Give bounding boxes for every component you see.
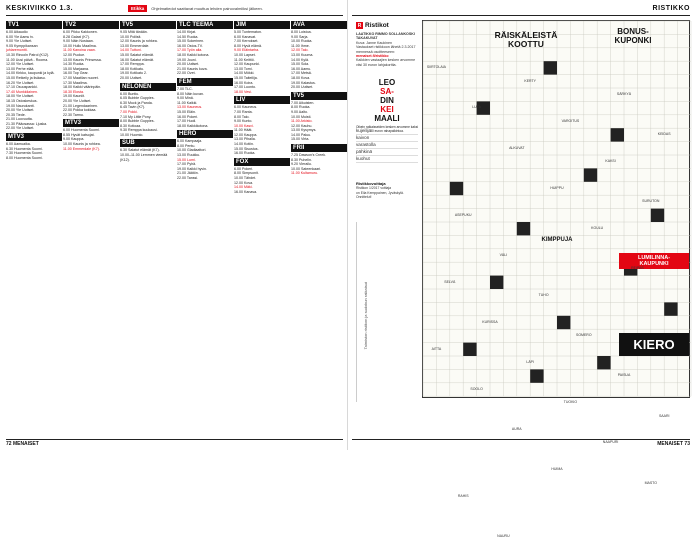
crossword-clue: SÄRKYÄ xyxy=(616,92,632,96)
program-entry: 10.00 Sateenkaari. xyxy=(291,166,322,171)
channel-heading: TLC TEEMA xyxy=(177,21,233,29)
black-cell xyxy=(611,128,624,141)
program-entry: 13.00 Ruukku. xyxy=(177,153,201,158)
program-entry: 11.00 Kaikki. xyxy=(177,100,198,105)
program-entry: 16.20 Yle Uutiset. xyxy=(6,80,35,85)
footer-rule-left xyxy=(6,439,343,440)
side-word: pähkinä xyxy=(356,149,418,156)
listing-column xyxy=(177,19,233,439)
program-entry: 19.00 Jouni. xyxy=(177,57,197,62)
crossword-clue: RAHIS xyxy=(457,494,469,498)
puzzle-title-line-2: KOOTTU xyxy=(508,39,544,49)
program-entry: 19.00 Kaikki hyvin. xyxy=(177,166,207,171)
disclaimer-text: Ohjelmatiedot saattavat muuttua lehden painovalmiiksi jälkeen. xyxy=(151,5,263,11)
program-entry: 8.00 Huomenta Suomi. xyxy=(6,155,43,160)
program-entry: 6.00 Kampaaja. xyxy=(177,139,203,144)
promo-photo-credit: Kuva: Janne Kaukinen xyxy=(356,40,392,45)
program-entry: 22.00 Yle Uutiset. xyxy=(6,126,35,131)
crossword-clue: AITTA xyxy=(431,346,442,351)
header-rule-right xyxy=(352,15,690,16)
crossword-clue: TUHO xyxy=(538,293,549,297)
program-entry: 16.00 Aamu. xyxy=(291,66,312,71)
program-entry: 21.00 Kaunis kuva. xyxy=(177,66,208,71)
program-entry: 9.00 Näin Nostaan. xyxy=(63,39,94,44)
black-cell xyxy=(664,302,677,315)
program-entry: 21.00 Luovuutta. xyxy=(6,117,33,122)
program-entry: 17.00 Luonto. xyxy=(234,85,256,90)
program-entry: 10.00 Kasvi. xyxy=(234,123,254,128)
program-entry: 15.00 Sokerinen. xyxy=(177,39,205,44)
program-entry: 8.00 Pentu. xyxy=(177,143,196,148)
crossword-clue: VAROITUS xyxy=(561,118,580,123)
bonus-line-2: KUPONKI xyxy=(614,36,652,45)
crossword-clue: NAAPURI xyxy=(602,440,619,445)
program-entry: 8.55 Hyvät katsojat. xyxy=(63,132,95,137)
program-entry: 15.00 Taiteilija. xyxy=(234,75,258,80)
program-entry: 6.00 Huomenta Suomi. xyxy=(63,128,100,133)
program-entry: 20.35 Tiede. xyxy=(6,112,26,117)
program-entry: 14.00 Paluu. xyxy=(291,132,312,137)
listing-column xyxy=(291,19,347,439)
promo-images: TAKAKUVAT xyxy=(356,36,378,41)
black-cell xyxy=(651,209,664,222)
program-entry: 13.00 Kysymys. xyxy=(291,128,317,133)
program-entry: 8.28 Galaxi (K7). xyxy=(63,34,90,39)
channel-heading: JIM xyxy=(234,21,290,29)
program-entry: 8.00 Ruoka. xyxy=(291,105,311,110)
crossword-clue: MASTO xyxy=(644,480,657,485)
program-entry: 10.00 Huomio. xyxy=(120,132,144,137)
program-entry: 9.00 Kauppa. xyxy=(63,137,85,142)
program-entry: 12.00 Puolue. xyxy=(63,52,86,57)
program-entry: 16.00 Ostos-TV. xyxy=(177,43,203,48)
program-entry: 9.30 Remppa kuukausi. xyxy=(120,128,158,133)
program-entry: 17.10 Osuuspankki. xyxy=(6,85,38,90)
channel-heading: LIV xyxy=(234,96,290,104)
crossword-clue: HUIMA xyxy=(551,467,563,472)
crossword-clue: KERTY xyxy=(524,78,536,83)
crossword-clue: ASEPUKU xyxy=(454,212,472,217)
channel-heading: TV2 xyxy=(63,21,119,29)
program-entry: 6.30 Muck ja Panda. xyxy=(120,100,153,105)
program-entry: 15.00 Sola. xyxy=(291,62,310,67)
black-cell xyxy=(530,369,543,382)
program-entry: 15.00 Marjaana. xyxy=(63,66,89,71)
channel-heading: MTV3 xyxy=(63,119,119,127)
program-entry: 19.00 Kalastus. xyxy=(291,80,316,85)
program-entry: 10.00 Ruoka. xyxy=(291,39,313,44)
program-entry: 7.00 TLC. xyxy=(177,86,193,91)
black-cell xyxy=(544,61,557,74)
program-entry: 18.15 Ostoskeskus. xyxy=(6,98,38,103)
program-entry: 7.25 Dawson's Creek. xyxy=(291,153,327,158)
promo-tail: Kaikkien vastaajien kesken arvomme viisi 30 euron lahjakorttia. xyxy=(356,58,416,67)
program-entry: 14.00 Kirjat. xyxy=(177,30,197,34)
crossword-clue: KURISSA xyxy=(482,319,498,324)
program-entry: 10.00 Lapset. xyxy=(234,52,256,57)
program-entry: 19.00 Kauniit. xyxy=(63,94,85,99)
program-entry: 11.00 Ihme. xyxy=(291,43,310,48)
program-entry: 8.00 Simpsonit. xyxy=(234,171,259,176)
program-entry: 8.00 Bubble Guppies. xyxy=(120,119,155,124)
promo-author: LAATIKKO RIMMO SOLLANKOSKI xyxy=(356,32,415,36)
program-entry: 20.00 Uutiset. xyxy=(120,75,143,80)
ad-word-3: DIN xyxy=(380,96,394,105)
puzzle-title-line-1: RÄISKÄLEISTÄ xyxy=(494,30,558,40)
winner-line: on Eila Kemppainen, Jyväskylä. xyxy=(356,190,404,195)
winner-box xyxy=(356,182,418,200)
program-entry: 13.00 Kauneus. xyxy=(177,105,203,110)
crossword-clue: AURA xyxy=(511,427,522,431)
page-section-header: RISTIKKO xyxy=(652,5,690,12)
program-entry: 21.00 Legendaarinen. xyxy=(63,103,98,108)
ristikot-logo-name: Ristikot xyxy=(365,22,389,29)
crossword-clue: SOOLO xyxy=(470,386,483,391)
program-entry: 7.30 Huomenta Suomi. xyxy=(6,151,43,156)
bottom-clue-word: KIERO xyxy=(619,333,689,356)
black-cell xyxy=(450,182,463,195)
program-entry: 6.45 Tavin (K7). xyxy=(120,105,146,110)
program-entry: 11.00 Kanoina vaan. xyxy=(63,48,96,53)
black-cell xyxy=(490,276,503,289)
program-entry: 14.00 Mäki. xyxy=(234,185,253,190)
program-entry: 18.00 Vesi. xyxy=(234,89,252,94)
program-entry: 17.00 Työn alla. xyxy=(177,48,203,53)
program-entry: 6.00 Kauneus. xyxy=(234,105,258,110)
side-word: kujeilija xyxy=(356,128,418,135)
program-entry: 22.00 Pokka kokkaa. xyxy=(63,108,97,113)
ad-word-2: SA- xyxy=(380,87,394,96)
program-entry: 14.00 Kotiin. xyxy=(234,142,254,147)
crossword-clue: LUTA xyxy=(472,105,481,110)
page-day-header: KESKIVIIKKO 1.3. xyxy=(6,5,74,12)
listing-column xyxy=(63,19,119,439)
program-entry: 18.00 Kotikatu. xyxy=(120,66,144,71)
program-entry: 18.00 Kaikki kotona. xyxy=(177,52,210,57)
program-entry: 16.00 Pokeri. xyxy=(177,114,199,119)
program-entry: 14.30 Ruoka. xyxy=(63,62,85,67)
program-entry: 14.50 Ruoka. xyxy=(177,34,199,39)
crossword-clue: ALKUVAT xyxy=(509,145,525,150)
program-entry: 10.00 Muisti. xyxy=(291,114,312,119)
program-entry: 18.00 Yle Uutiset. xyxy=(6,94,35,99)
program-entry: 20.00 Yle Uutiset. xyxy=(6,108,35,113)
program-entry: 11.00 Keittiö. xyxy=(234,57,255,62)
program-entry: 9.00 Aalto. xyxy=(291,109,308,114)
program-entry: 19.00 Kotikatu 2. xyxy=(120,71,147,76)
ristikot-logo-mark: R xyxy=(357,22,362,29)
program-entry: 8.30 Puhelin. xyxy=(291,157,312,162)
channel-heading: FRII xyxy=(291,144,347,152)
program-entry: 13.00 Torni. xyxy=(234,66,253,71)
winner-title: Ristikkovoittaja xyxy=(356,181,386,186)
program-entry: 10.30 Rincoln Patrol (K12). xyxy=(6,52,50,57)
program-entry: 8.00 Loistoa. xyxy=(291,30,312,34)
program-entry: 8.00 Näin kuvan. xyxy=(177,91,204,96)
program-entry: 22.00 Ovet. xyxy=(177,71,196,76)
puzzle-promo xyxy=(356,32,418,67)
program-entry: 12.00 Kaunis ja rohkea. xyxy=(120,39,158,44)
program-entry: 13.00 Kuuma. xyxy=(291,52,314,57)
program-entry: 9.00 Sarja. xyxy=(291,34,309,39)
side-word: varastolla xyxy=(356,142,418,149)
channel-heading: FOX xyxy=(234,158,290,166)
program-entry: 7.00 Aikuisten. xyxy=(291,100,315,105)
program-entry: 15.00 Sisustus. xyxy=(234,146,259,151)
crossword-clue: SELVÄ xyxy=(444,279,456,284)
page-number-right: MENAISET 73 xyxy=(657,441,690,447)
program-entry: 20.00 Uutiset. xyxy=(291,85,314,90)
program-entry: 18.00 Kova. xyxy=(291,75,311,80)
ristikot-logo xyxy=(356,22,389,29)
program-entry: 17.00 Pyhä. xyxy=(177,162,197,167)
header-rule-left xyxy=(6,15,343,16)
program-entry: 18.00 Kaikkikotona. xyxy=(177,123,209,128)
program-entry: 7.10 My Little Pony. xyxy=(120,114,152,119)
program-entry: 7.00 Kerrokset. xyxy=(234,39,259,44)
black-cell xyxy=(463,343,476,356)
disclaimer-bar xyxy=(128,3,343,13)
bonus-line-1: BONUS- xyxy=(617,27,649,36)
program-entry: 17.40 Munkkilainen. xyxy=(6,89,38,94)
program-entry: 7.00 Pokki. xyxy=(120,109,138,114)
program-entry: 12.00 Kauppa. xyxy=(234,132,258,137)
program-entry: 16.00 Kanava. xyxy=(234,189,258,194)
program-entry: 14.00 Mökki. xyxy=(234,71,255,76)
crossword-clue: SIIRTOLAIA xyxy=(426,65,446,70)
program-entry: 9.05 Kymppikansan xyxy=(6,43,38,48)
channel-heading: HERO xyxy=(177,130,233,138)
puzzle-title xyxy=(471,31,581,49)
listing-column xyxy=(120,19,176,439)
footer-rule-right xyxy=(352,439,690,440)
bonus-coupon xyxy=(581,27,685,57)
program-entry: 18.00 Kaikki väärinpäin. xyxy=(63,85,102,90)
program-entry: 22.00 Tanssi. xyxy=(177,176,199,181)
program-entry: 15.00 Virta. xyxy=(291,137,310,142)
side-badge-line-2: KAUPUNKI xyxy=(639,261,669,267)
side-badge-line-1: LUMILINNA- xyxy=(637,255,671,261)
program-entry: 10.00–11.00 Lemmen viemää (K12). xyxy=(120,153,168,162)
black-cell xyxy=(597,356,610,369)
program-entry: 10.00 Hullu Maailma. xyxy=(63,43,97,48)
program-entry: 6.00 Aikaudio xyxy=(6,30,28,34)
crossword-clue: REIPAS xyxy=(631,266,644,271)
black-cell xyxy=(517,222,530,235)
program-entry: 16.00 Salatut elämät. xyxy=(120,57,154,62)
ad-word-4: KEI xyxy=(380,105,394,114)
program-entry: 6.00 Buntiu. xyxy=(120,91,140,96)
program-entry: 13.00 Emmerdale. xyxy=(120,43,150,48)
program-entry: 13.00 Pihalla. xyxy=(234,137,256,142)
program-entry: 11.00 Uusi päivä - Rooma. xyxy=(6,57,49,62)
program-entry: 11.00 Häät. xyxy=(234,128,253,133)
ad-word-5: MAALI xyxy=(374,114,400,123)
crossword-clue: LÄPI xyxy=(526,360,534,364)
program-entry: 11.00 Emmerdale (K7). xyxy=(63,146,100,151)
program-entry: 9.00 Yle Uutiset. xyxy=(6,39,33,44)
program-entry: 11.00 Kultamuru. xyxy=(291,171,319,176)
program-entry: 11.00 Arkisto. xyxy=(291,119,313,124)
crossword-clue: SOMERO xyxy=(576,333,592,338)
program-entry: 8.00 Talo. xyxy=(234,114,250,119)
crossword-clue: PAISUA xyxy=(617,373,631,378)
channel-heading: MTV3 xyxy=(6,133,62,141)
program-entry: 8.00 Hyvä elämä. xyxy=(234,43,262,48)
program-entry: 6.30 Salatut elämät (K7). xyxy=(120,148,160,153)
program-entry: 6.05 Bubble Guppies. xyxy=(120,96,155,101)
winner-line: Onnittelut! xyxy=(356,195,372,200)
solution-strip-text: Taimiston ristikon ja sudokun ratkaisut xyxy=(363,282,368,350)
program-entry: 12.00 Talo. xyxy=(291,48,309,53)
channel-heading: SUB xyxy=(120,139,176,147)
disclaimer-badge: Etikka xyxy=(128,5,147,12)
program-entry: 17.00 Huoli. xyxy=(177,119,197,124)
program-entry: 9.20 Vierailu. xyxy=(291,162,312,167)
program-entry: 12.00 Kaupunki. xyxy=(234,62,260,67)
program-entry: 15.00 Salatut elämät. xyxy=(120,52,154,57)
program-entry: 14.00 Kylä. xyxy=(291,57,309,62)
program-entry: 16.00 Top Gear. xyxy=(63,71,89,76)
channel-heading: AVA xyxy=(291,21,347,29)
crossword-clue: TUOKIO xyxy=(563,400,578,405)
program-entry: 21.00 Jäätön. xyxy=(177,171,199,176)
program-entry: 17.00 Metsä. xyxy=(291,71,312,76)
channel-heading: TV5 xyxy=(291,92,347,100)
crossword-clue: SURUTON xyxy=(642,199,660,204)
black-cell xyxy=(557,316,570,329)
program-entry: 8.30 Kotioaa. xyxy=(120,123,142,128)
program-entry: 13.00 Perhe elää. xyxy=(6,66,35,71)
channel-heading: TV5 xyxy=(120,21,176,29)
side-word: kuohut xyxy=(356,156,418,163)
program-entry: 16.00 Koira. xyxy=(234,80,254,85)
program-entry: 19.00 Naurukantt. xyxy=(6,103,35,108)
promo-url-link[interactable]: menaiset.fi/ristikko xyxy=(356,54,389,59)
program-entry: 6.30 Huomenta Suomi. xyxy=(6,146,43,151)
ad-sub-text: Oikein ratkaisseiden kesken arvomme kaksi 30 euron rahapalkintoa. xyxy=(356,125,419,133)
program-entry: 12.00 Kauhu. xyxy=(291,123,313,128)
program-entry: 10.00 Kaunis ja rohkea. xyxy=(63,142,101,147)
program-entry: 9.00 Kunto. xyxy=(234,119,253,124)
program-entry: 14.00 Kirkko, kaupunki ja kylä. xyxy=(6,71,55,76)
program-entry: 6.00 Pokeri. xyxy=(234,166,254,171)
channel-heading: TV1 xyxy=(6,21,62,29)
channel-heading: NELONEN xyxy=(120,83,176,91)
page-fold xyxy=(347,0,348,450)
side-word-list xyxy=(356,128,418,163)
crossword-clue: KAKSI xyxy=(605,159,616,163)
crossword-clue: KOULU xyxy=(591,226,604,230)
program-entry: juhlaremontti. xyxy=(6,48,28,53)
crossword-clue: KEIDAS xyxy=(657,132,671,137)
program-entry: 18.30 Elosta. xyxy=(63,89,84,94)
program-entry: 20.00 Yle Uutiset. xyxy=(63,98,92,103)
program-entry: 10.00 Poliisit. xyxy=(120,34,142,39)
mid-clue-word: KIMPPUJA xyxy=(541,237,573,243)
winner-line: Ristikon 1/2017 voittaja xyxy=(356,186,392,191)
program-entry: 10.00 Gladiaattori. xyxy=(177,148,207,153)
program-entry: 22.30 Tarmo. xyxy=(63,112,84,117)
program-entry: 17.30 Maailma. xyxy=(63,80,88,85)
program-entry: 14.00 Tuttuni. xyxy=(120,48,142,53)
listing-column xyxy=(234,19,290,439)
program-entry: 21.30 Pääosassa: Ljuska. xyxy=(6,121,48,126)
program-entry: 13.00 Kaunis Prinsessa. xyxy=(63,57,102,62)
program-entry: 6.00 Yle Aamu tv. xyxy=(6,34,34,39)
program-entry: 6.00 Aamuaika. xyxy=(6,142,31,147)
black-cell xyxy=(584,168,597,181)
side-word: kaivon xyxy=(356,135,418,142)
program-entry: 10.00 Tähdet. xyxy=(234,176,257,181)
program-entry: 17.00 Remppa. xyxy=(120,62,145,67)
program-entry: 15.00 Lumi. xyxy=(177,157,196,162)
program-entry: 16.00 Ruoka. xyxy=(234,151,256,156)
program-entry: 9.00 Eläintarha. xyxy=(234,48,260,53)
program-entry: 7.00 Ranta. xyxy=(234,109,253,114)
solution-strip xyxy=(356,222,418,402)
crossword-clue: SAARI xyxy=(658,413,670,418)
program-entry: 15.00 Eläin. xyxy=(177,109,196,114)
channel-heading: FEM xyxy=(177,78,233,86)
crossword-clue: VÄLI xyxy=(499,252,508,257)
program-entry: 9.00 Minä. xyxy=(177,96,194,101)
program-entry: 12.00 Kova. xyxy=(234,180,254,185)
crossword-clue: HUIPPU xyxy=(550,185,564,190)
program-entry: 9.05 Mitä tänään. xyxy=(120,30,148,34)
program-entry: 5.00 Tuntematon. xyxy=(234,30,262,34)
ad-word-1: LEO xyxy=(378,78,396,87)
crossword-clue: NAURU xyxy=(497,534,510,538)
program-entry: 17.00 Maatilan nuoret. xyxy=(63,75,99,80)
promo-body: Vastaukset ristikkoon lähetä 2.3.2017 mennessä osoitteeseen: xyxy=(356,45,416,54)
program-entry: 12.00 Yle Uutiset. xyxy=(6,62,35,67)
program-entry: 6.00 Kanavat. xyxy=(234,34,257,39)
listing-column xyxy=(6,19,62,439)
page-number-left: 72 MENAISET xyxy=(6,441,39,447)
program-entry: 20.00 Uutiset. xyxy=(177,62,200,67)
program-entry: 15.00 Retkeily ja lisäasu. xyxy=(6,75,46,80)
program-entry: 6.00 Pikku Kakkonen. xyxy=(63,30,98,34)
